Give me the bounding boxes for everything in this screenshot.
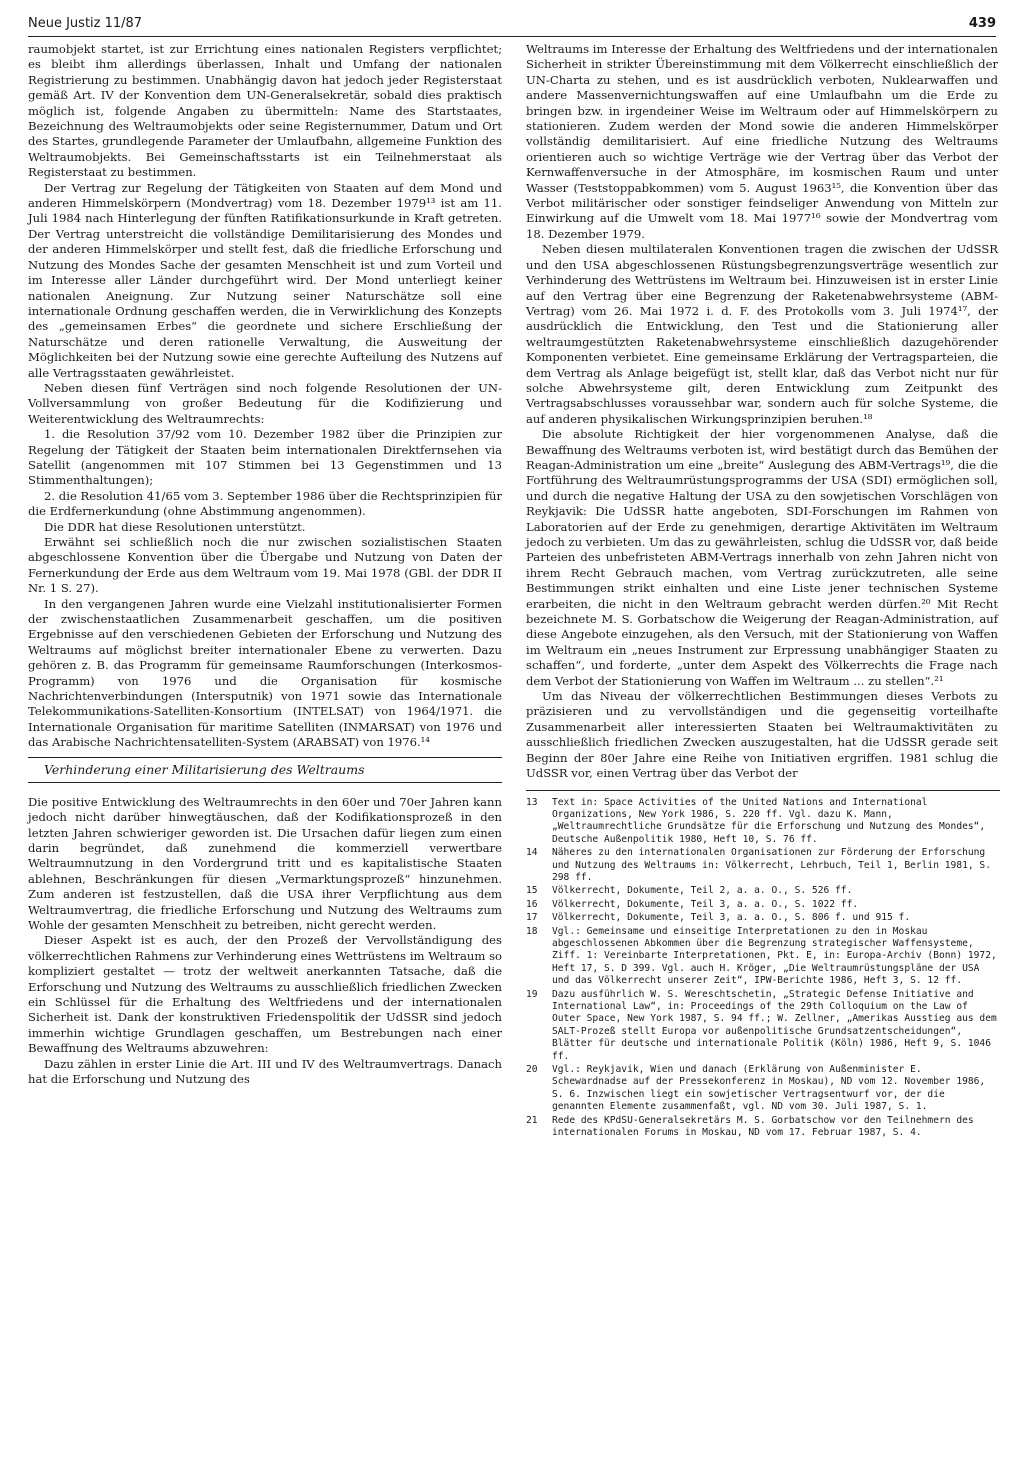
list-item: 2. die Resolution 41/65 vom 3. September 1986 über die Rechtsprinzipien für die Erdfernerkundung (ohne Abstimmung angenommen).: [28, 488, 502, 519]
footnote-number: 18: [526, 925, 538, 937]
section-header: [28, 757, 502, 783]
section-heading: Verhinderung einer Militarisierung des Weltraums: [44, 761, 365, 777]
section-rule: [28, 782, 502, 783]
paragraph: Der Vertrag zur Regelung der Tätigkeiten von Staaten auf dem Mond und anderen Himmelskörpern (Mondvertrag) vom 18. Dezember 1979¹³ ist am 11. Juli 1984 nach Hinterlegung der fünften Ratifikationsurkunde in Kraft getreten. Der Vertrag unterstreicht die vollständige Demilitarisierung des Mondes und der anderen Himmelskörper und stellt fest, daß die friedliche Erforschung und Nutzung des Mondes Sache der gesamten Menschheit ist und zum Vorteil und im Interesse aller Länder durchgeführt wird. Der Mond unterliegt keiner nationalen Aneignung. Zur Nutzung seiner Naturschätze soll eine internationale Ordnung geschaffen werden, die in Verwirklichung des Konzepts des „gemeinsamen Erbes“ die geordnete und sichere Erschließung der Naturschätze und deren rationelle Verwaltung, die Ausweitung der Möglichkeiten bei der Nutzung sowie eine gerechte Aufteilung des Nutzens auf alle Vertragsstaaten gewährleistet.: [28, 180, 502, 380]
footnote-text: Vgl.: Gemeinsame und einseitige Interpretationen zu den in Moskau abgeschlossenen Abkommen über die Begrenzung strategischer Waffensysteme, Ziff. 1: Vereinbarte Interpretationen, Pkt. E, in: Europa-Archiv (Bonn) 1972, Heft 17, S. D 399. Vgl. auch H. Kröger, „Die Weltraumrüstungspläne der USA und das Völkerrecht unserer Zeit“, IPW-Berichte 1986, Heft 3, S. 12 ff.: [552, 925, 997, 987]
footnote-rule: [526, 790, 1000, 791]
footnote-number: 17: [526, 912, 538, 924]
footnote-text: Dazu ausführlich W. S. Wereschtschetin, „Strategic Defense Initiative and International Law“, in: Proceedings of the 29th Colloquium on the Law of Outer Space, New York 1987, S. 94 ff.; W. Zellner, „Amerikas Ausstieg aus dem SALT-Prozeß stellt Europa vor außenpolitische Grundsatzentscheidungen“, Blätter für deutsche und internationale Politik (Köln) 1986, Heft 9, S. 1046 ff.: [552, 988, 997, 1062]
paragraph: raumobjekt startet, ist zur Errichtung eines nationalen Registers verpflichtet; es bleibt ihm allerdings überlassen, Inhalt und Umfang der nationalen Registrierung zu bestimmen. Unabhängig davon hat jedoch jeder Registerstaat gemäß Art. IV der Konvention dem UN-Generalsekretär, sobald dies praktisch möglich ist, folgende Angaben zu übermitteln: Name des Startstaates, Bezeichnung des Weltraumobjekts oder seine Registernummer, Datum und Ort des Startes, grundlegende Parameter der Umlaufbahn, allgemeine Funktion des Weltraumobjekts. Bei Gemeinschaftsstarts ist ein Teilnehmerstaat als Registerstaat zu bestimmen.: [28, 42, 502, 180]
section-rule: [28, 757, 502, 758]
footnote-number: 15: [526, 885, 538, 897]
footnote-number: 13: [526, 796, 538, 808]
journal-issue: Neue Justiz 11/87: [28, 16, 143, 31]
paragraph: Erwähnt sei schließlich noch die nur zwischen sozialistischen Staaten abgeschlossene Konvention über die Übergabe und Nutzung von Daten der Fernerkundung der Erde aus dem Weltraum vom 19. Mai 1978 (GBl. der DDR II Nr. 1 S. 27).: [28, 535, 502, 596]
footnote: [526, 926, 998, 988]
footnote-number: 14: [526, 847, 538, 859]
right-column: [526, 42, 998, 1140]
page-header: [28, 14, 996, 36]
left-column: [28, 42, 502, 1087]
paragraph: Die absolute Richtigkeit der hier vorgenommenen Analyse, daß die Bewaffnung des Weltraums verboten ist, wird bestätigt durch das Bemühen der Reagan-Administration um eine „breite“ Auslegung des ABM-Vertrags¹⁹, die die Fortführung des Weltraumrüstungsprogramms der USA (SDI) ermöglichen soll, und durch die negative Haltung der USA zu den sowjetischen Vorschlägen von Reykjavik: Die UdSSR hatte angeboten, SDI-Forschungen im Rahmen von Laboratorien auf der Erde zu genehmigen, derartige Aktivitäten im Weltraum jedoch zu verbieten. Um das zu gewährleisten, schlug die UdSSR vor, daß beide Parteien des unbefristeten ABM-Vertrags innerhalb von zehn Jahren nicht von ihrem Recht Gebrauch machen, vom Vertrag zurückzutreten, alle seine Bestimmungen strikt einhalten und eine Liste jener technischen Systeme erarbeiten, die nicht in den Weltraum gebracht werden dürfen.²⁰ Mit Recht bezeichnete M. S. Gorbatschow die Weigerung der Reagan-Administration, auf diese Angebote einzugehen, als den Versuch, mit der Stationierung von Waffen im Weltraum ein „neues Instrument zur Erpressung unabhängiger Staaten zu schaffen“, und forderte, „unter dem Aspekt des Völkerrechts die Frage nach dem Verbot der Stationierung von Waffen im Weltraum ... zu stellen“.²¹: [526, 427, 998, 688]
footnote-text: Völkerrecht, Dokumente, Teil 3, a. a. O., S. 1022 ff.: [552, 898, 859, 910]
footnote: [526, 989, 998, 1063]
footnote: [526, 847, 998, 884]
paragraph: Die DDR hat diese Resolutionen unterstützt.: [44, 519, 306, 534]
footnote-text: Vgl.: Reykjavik, Wien und danach (Erklärung von Außenminister E. Schewardnadse auf der Pressekonferenz in Moskau), ND vom 12. November 1986, S. 6. Inzwischen liegt ein sowjetischer Vertragsentwurf vor, der die genannten Elemente zusammenfaßt, vgl. ND vom 30. Juli 1987, S. 1.: [552, 1064, 986, 1113]
paragraph: In den vergangenen Jahren wurde eine Vielzahl institutionalisierter Formen der zwischenstaatlichen Zusammenarbeit geschaffen, um die positiven Ergebnisse auf den verschiedenen Gebieten der Erforschung und Nutzung des Weltraums auf möglichst breiter internationaler Ebene zu verwerten. Dazu gehören z. B. das Programm für gemeinsame Raumforschungen (Interkosmos-Programm) von 1976 und die Organisation für kosmische Nachrichtenverbindungen (Intersputnik) von 1971 sowie das Internationale Telekommunikations-Satelliten-Konsortium (INTELSAT) von 1964/1971. die Internationale Organisation für maritime Satelliten (INMARSAT) von 1976 und das Arabische Nachrichtensatelliten-System (ARABSAT) von 1976.¹⁴: [28, 596, 502, 750]
footnote: [526, 899, 998, 911]
footnote-number: 19: [526, 988, 538, 1000]
footnote: [526, 912, 998, 924]
paragraph: Dieser Aspekt ist es auch, der den Prozeß der Vervollständigung des völkerrechtlichen Rahmens zur Verhinderung eines Wettrüstens im Weltraum so kompliziert gestaltet — trotz der weltweit anerkannten Tatsache, daß die Erforschung und Nutzung des Weltraums zu ausschließlich friedlichen Zwecken ein Schlüssel für die Erhaltung des Weltfriedens und der internationalen Sicherheit ist. Dank der konstruktiven Friedenspolitik der UdSSR sind jedoch immerhin wichtige Grundlagen geschaffen, um Bestrebungen nach einer Bewaffnung des Weltraums abzuwehren:: [28, 933, 502, 1056]
footnote-number: 16: [526, 898, 538, 910]
footnote: [526, 885, 998, 897]
paragraph: Um das Niveau der völkerrechtlichen Bestimmungen dieses Verbots zu präzisieren und zu vervollständigen und die gegenseitig vorteilhafte Zusammenarbeit aller interessierten Staaten bei Weltraumaktivitäten zu ausschließlich friedlichen Zwecken auszugestalten, hat die UdSSR gerade seit Beginn der 80er Jahre eine Reihe von Initiativen ergriffen. 1981 schlug die UdSSR vor, einen Vertrag über das Verbot der: [526, 689, 998, 781]
paragraph: Neben diesen multilateralen Konventionen tragen die zwischen der UdSSR und den USA abgeschlossenen Rüstungsbegrenzungsverträge wesentlich zur Verhinderung des Wettrüstens im Weltraum bei. Hinzuweisen ist in erster Linie auf den Vertrag über eine Begrenzung der Raketenabwehrsysteme (ABM-Vertrag) vom 26. Mai 1972 i. d. F. des Protokolls vom 3. Juli 1974¹⁷, der ausdrücklich die Entwicklung, den Test und die Stationierung aller weltraumgestützten Raketenabwehrsysteme einschließlich dazugehörender Komponenten verbietet. Eine gemeinsame Erklärung der Vertragsparteien, die dem Vertrag als Anlage beigefügt ist, stellt klar, daß das Verbot nicht nur für solche Abwehrsysteme gilt, deren Entwicklung zum Zeitpunkt des Vertragsabschlusses voraussehbar war, sondern auch für solche Systeme, die auf anderen physikalischen Wirkungsprinzipien beruhen.¹⁸: [526, 242, 998, 426]
footnotes: [526, 797, 998, 1140]
footnote-number: 20: [526, 1064, 538, 1076]
footnote: [526, 797, 998, 847]
footnote-text: Rede des KPdSU-Generalsekretärs M. S. Gorbatschow vor den Teilnehmern des internationalen Forums in Moskau, ND vom 17. Februar 1987, S. 4.: [552, 1114, 974, 1139]
footnote: [526, 1115, 998, 1140]
footnote-text: Näheres zu den internationalen Organisationen zur Förderung der Erforschung und Nutzung des Weltraums in: Völkerrecht, Lehrbuch, Teil 1, Berlin 1981, S. 298 ff.: [552, 847, 991, 883]
paragraph: Dazu zählen in erster Linie die Art. III und IV des Weltraumvertrags. Danach hat die Erforschung und Nutzung des: [28, 1056, 502, 1086]
header-rule: [28, 36, 996, 37]
footnote-text: Völkerrecht, Dokumente, Teil 2, a. a. O., S. 526 ff.: [552, 885, 853, 897]
paragraph: Weltraums im Interesse der Erhaltung des Weltfriedens und der internationalen Sicherheit in strikter Übereinstimmung mit dem Völkerrecht einschließlich der UN-Charta zu stehen, und es ist ausdrücklich verboten, Nuklearwaffen und andere Massenvernichtungswaffen auf eine Umlaufbahn um die Erde zu bringen bzw. in irgendeiner Weise im Weltraum oder auf Himmelskörpern zu stationieren. Zudem werden der Mond sowie die anderen Himmelskörper vollständig demilitarisiert. Auf eine friedliche Nutzung des Weltraums orientieren auch so wichtige Verträge wie der Vertrag über das Verbot der Kernwaffenversuche in der Atmosphäre, im kosmischen Raum und unter Wasser (Teststoppabkommen) vom 5. August 1963¹⁵, die Konvention über das Verbot militärischer oder sonstiger feindseliger Anwendung von Mitteln zur Einwirkung auf die Umwelt vom 18. Mai 1977¹⁶ sowie der Mondvertrag vom 18. Dezember 1979.: [526, 42, 998, 241]
paragraph: Die positive Entwicklung des Weltraumrechts in den 60er und 70er Jahren kann jedoch nicht darüber hinwegtäuschen, daß der Kodifikationsprozeß in den letzten Jahren schwieriger geworden ist. Die Ursachen dafür liegen zum einen darin begründet, daß zunehmend die kommerziell verwertbare Weltraumnutzung in den Vordergrund tritt und es kapitalistische Staaten ablehnen, Beschränkungen für diesen „Vermarktungsprozeß“ hinzunehmen. Zum anderen ist festzustellen, daß die USA ihrer Verpflichtung aus dem Weltraumvertrag, die friedliche Erforschung und Nutzung des Weltraums zum Wohle der gesamten Menschheit zu betreiben, nicht gerecht werden.: [28, 794, 502, 932]
page-number: 439: [968, 16, 996, 31]
footnote-text: Text in: Space Activities of the United Nations and International Organizations, New York 1986, S. 220 ff. Vgl. dazu K. Mann, „Weltraumrechtliche Grundsätze für die Erforschung und Nutzung des Mondes“, Deutsche Außenpolitik 1980, Heft 10, S. 76 ff.: [552, 796, 986, 845]
footnote-text: Völkerrecht, Dokumente, Teil 3, a. a. O., S. 806 f. und 915 f.: [552, 912, 911, 924]
footnote-number: 21: [526, 1114, 538, 1126]
paragraph: Neben diesen fünf Verträgen sind noch folgende Resolutionen der UN-Vollversammlung von großer Bedeutung für die Kodifizierung und Weiterentwicklung des Weltraumrechts:: [28, 380, 502, 426]
footnote: [526, 1064, 998, 1114]
list-item: 1. die Resolution 37/92 vom 10. Dezember 1982 über die Prinzipien zur Regelung der Tätigkeit der Staaten beim internationalen Direktfernsehen via Satellit (angenommen mit 107 Stimmen bei 13 Gegenstimmen und 13 Stimmenthaltungen);: [28, 427, 502, 488]
